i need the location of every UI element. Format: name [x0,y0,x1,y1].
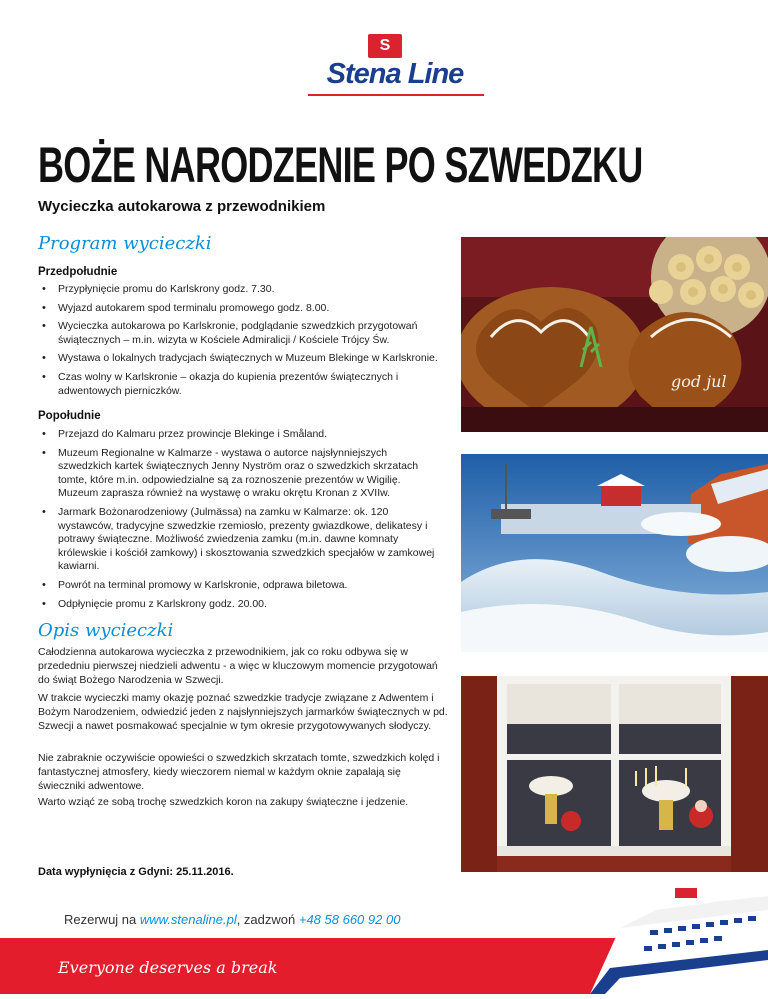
contact-prefix: Rezerwuj na [64,912,140,927]
gingerbread-photo [461,237,768,432]
program-heading: Program wycieczki [38,233,212,254]
afternoon-heading: Popołudnie [38,410,101,422]
description-paragraph: W trakcie wycieczki mamy okazję poznać szwedzkie tradycje związane z Adwentem i Bożym Narodzeniem, odwiedzić jeden z najsłynniejszych jarmarków świątecznych w pd. Szwecji a nawet posmakować specjalnie w tym okresie przygotowywanych słodyczy. [38,692,448,732]
list-item: • Czas wolny w Karlskronie – okazja do kupienia prezentów świątecznych i adwentowych pierniczków. [38,371,443,398]
description-heading: Opis wycieczki [38,620,174,641]
christmas-window-photo [461,676,768,872]
contact-line [64,912,400,927]
description-paragraph: Całodzienna autokarowa wycieczka z przewodnikiem, jak co roku odbywa się w przededniu pierwszej niedzieli adwentu - a więc w kluczowym momencie przygotowań do świąt Bożego Narodzenia w Szwecji. [38,646,438,686]
footer-slogan: Everyone deserves a break [58,958,278,977]
morning-list [38,283,443,403]
afternoon-list [38,428,443,616]
description-paragraph: Warto wziąć ze sobą trochę szwedzkich koron na zakupy świąteczne i jedzenie. [38,796,409,808]
list-item: • Muzeum Regionalne w Kalmarze - wystawa o autorce najsłynniejszych szwedzkich kartek świątecznych Jenny Nyström oraz o szwedzkich skrzatach tomte, które m.in. odpowiedzialne są za roznoszenie prezentów w Wigilię. Muzeum zaprasza również na wystawę o wraku okrętu Kronan z XVIIw. [38,447,443,501]
stena-line-logo [300,34,490,96]
description-paragraph: Nie zabraknie oczywiście opowieści o szwedzkich skrzatach tomte, szwedzkich kolęd i fantastycznej atmosfery, kiedy wieczorem niemal w każdym oknie zapalają się świeczniki adwentowe. [38,752,440,792]
cookie-text: god jul [671,372,727,391]
list-item: • Wycieczka autokarowa po Karlskronie, podglądanie szwedzkich przygotowań świątecznych – m.in. wizyta w Kościele Admiralicji / Kościele Trójcy Św. [38,320,443,347]
page-title: BOŻE NARODZENIE PO SZWEDZKU [38,137,643,193]
morning-heading: Przedpołudnie [38,266,118,278]
phone-link[interactable]: +48 58 660 92 00 [298,912,401,927]
list-item: • Jarmark Bożonarodzeniowy (Julmässa) na zamku w Kalmarze: ok. 120 wystawców, tradycyjne szwedzkie rzemiosło, prezenty gwiazdkowe, delikatesy i potrawy świąteczne. Możliwość zwiedzenia zamku (m.in. dawne komnaty królewskie i kościół zamkowy) i skosztowania szwedzkich specjałów w zamkowej kawiarni. [38,506,443,574]
list-item: • Wystawa o lokalnych tradycjach świątecznych w Muzeum Blekinge w Karlskronie. [38,352,443,366]
list-item: • Wyjazd autokarem spod terminalu promowego godz. 8.00. [38,302,443,316]
contact-middle: , zadzwoń [236,912,299,927]
list-item: • Przejazd do Kalmaru przez prowincje Blekinge i Småland. [38,428,443,442]
departure-date: Data wypłynięcia z Gdyni: 25.11.2016. [38,866,234,878]
logo-wordmark: Stena Line [326,58,464,90]
list-item: • Powrót na terminal promowy w Karlskronie, odprawa biletowa. [38,579,443,593]
list-item: • Odpłynięcie promu z Karlskrony godz. 20.00. [38,598,443,612]
winter-harbour-photo [461,454,768,652]
website-link[interactable]: www.stenaline.pl [139,912,237,927]
logo-underline [308,94,484,96]
list-item: • Przypłynięcie promu do Karlskrony godz. 7.30. [38,283,443,297]
ferry-ship-icon [560,888,768,994]
page-subtitle: Wycieczka autokarowa z przewodnikiem [38,198,326,215]
logo-flag-icon: S [368,34,402,58]
